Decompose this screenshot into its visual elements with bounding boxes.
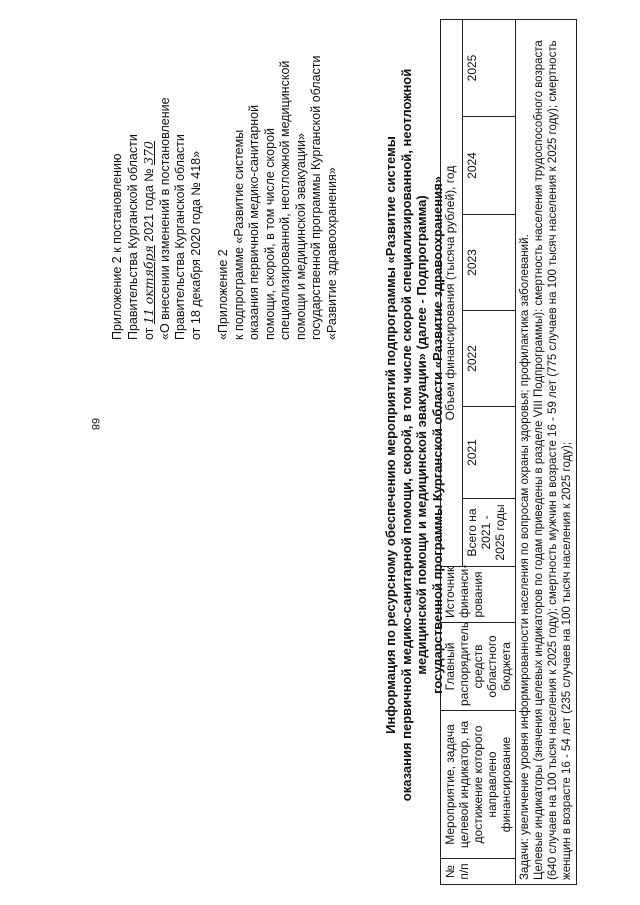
title-line: государственной программы Курганской области «Развитие здравоохранения» [429,176,445,694]
title-line: Информация по ресурсному обеспечению мероприятий подпрограммы «Развитие системы [383,136,398,734]
approval-line: Правительства Курганской области [125,134,140,340]
approval-line: от 18 декабря 2020 года № 418» [188,150,203,340]
tasks-cell [516,19,577,884]
approval-line: Приложение 2 к постановлению [110,153,124,340]
approval-line: «О внесении изменений в постановление [157,97,172,340]
title-line: медицинской помощи и медицинской эвакуации» (далее - Подпрограмма) [414,195,429,675]
handwritten-number: 370 [141,141,156,165]
header-total: Всего на 2021 - 2025 годы [462,499,515,567]
header-volume: Объем финансирования (тысяча рублей), год [441,19,463,566]
header-year: 2022 [462,311,515,407]
header-year: 2024 [462,117,515,215]
annex-line: помощи и медицинской эвакуации» [293,133,308,340]
approval-date-prefix: от [142,327,156,340]
approval-block [110,40,340,340]
header-event: Мероприятие, задача целевой индикатор, на достижение которого направлено финансирование [441,711,516,859]
handwritten-date: 11 октября [141,245,156,325]
header-num: № п/п [441,859,516,885]
annex-line: «Развитие здравоохранения» [324,167,339,340]
funding-table [440,19,577,885]
page-number: 68 [89,417,101,431]
document-title [383,55,445,815]
annex-line: помощи, скорой, в том числе скорой [262,128,277,340]
indicators-text: Целевые индикаторы (значения целевых индикаторов по годам приведены в разделе VIII Подпрограммы): смертность населения трудоспособного возраста (640 случаев на 100 тысяч населения к 2025 году); смертность мужчин в возрасте 16 - 59 лет (775 случаев на 100 тысяч населения к 2025 году); смертность женщин в возрасте 16 - 54 лет (235 случаев на 100 тысяч населения к 2025 году); [533,40,573,880]
title-line: оказания первичной медико-санитарной помощи, скорой, в том числе скорой специализированной, неотложной [398,68,414,802]
annex-line: оказания первичной медико-санитарной [247,104,261,340]
tasks-text: Задачи: увеличение уровня информированности населения по вопросам охраны здоровья; профилактика заболеваний. [519,234,531,880]
header-year: 2025 [462,19,515,116]
annex-line: к подпрограмме «Развитие системы [231,129,246,340]
header-year: 2021 [462,407,515,499]
approval-date-mid: 2021 года № [142,168,156,242]
annex-line: специализированной, неотложной медицинской [278,60,292,340]
header-source: Источник финанси-рования [441,567,516,623]
annex-line: государственной программы Курганской области [309,55,323,340]
header-admin: Главный распорядитель средств областного бюджета [441,623,516,711]
approval-date-line [141,40,158,340]
annex-line: «Приложение 2 [216,249,230,340]
approval-line: Правительства Курганской области [173,134,187,340]
header-year: 2023 [462,215,515,311]
